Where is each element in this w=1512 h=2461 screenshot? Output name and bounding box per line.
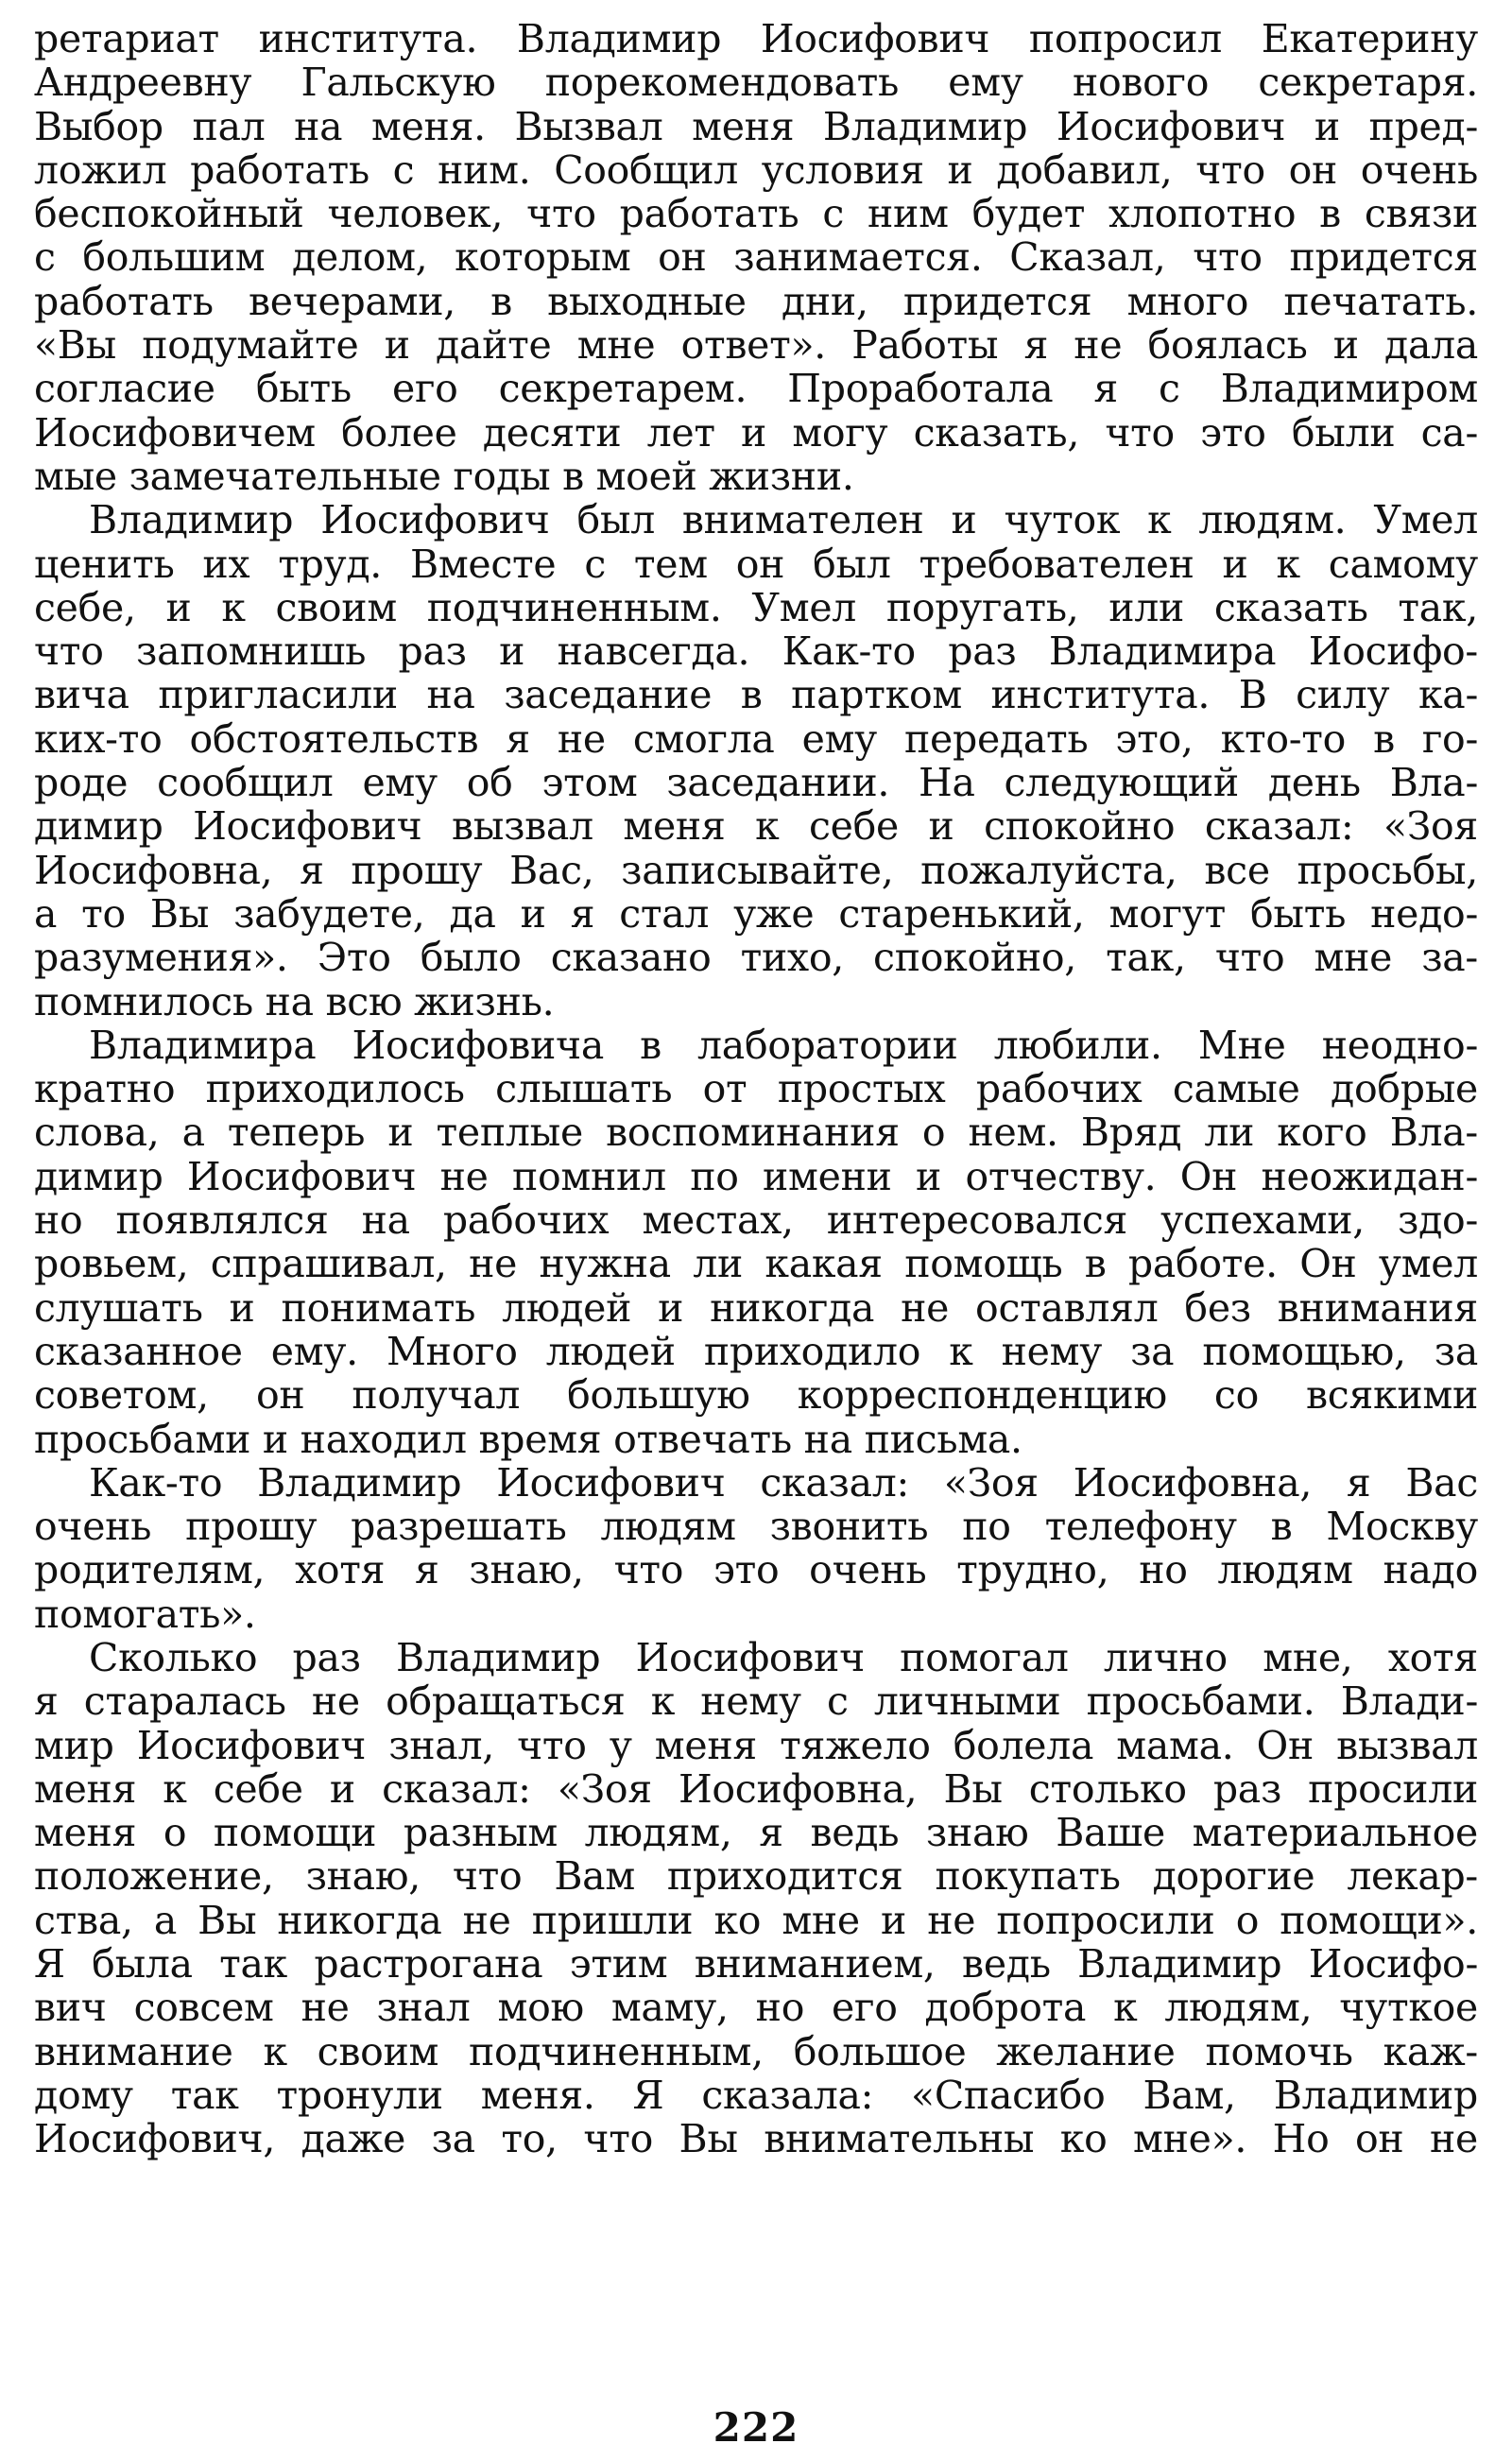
text-line: согласие быть его секретарем. Проработала я с Владимиром [34, 366, 1478, 412]
text-line: а то Вы забудете, да и я стал уже старенький, могут быть недо- [34, 890, 1478, 937]
text-line: просьбами и находил время отвечать на письма. [34, 1416, 1022, 1462]
text-line: работать вечерами, в выходные дни, придется много печатать. [34, 278, 1478, 324]
text-line: Иосифовичем более десяти лет и могу сказать, что это были са- [34, 409, 1478, 456]
text-line: ложил работать с ним. Сообщил условия и добавил, что он очень [34, 146, 1478, 193]
text-line: Выбор пал на меня. Вызвал меня Владимир Иосифович и пред- [34, 103, 1478, 149]
text-line: помнилось на всю жизнь. [34, 978, 555, 1024]
text-line: кратно приходилось слышать от простых рабочих самые добрые [34, 1066, 1478, 1112]
text-line: ровьем, спрашивал, не нужна ли какая помощь в работе. Он умел [34, 1241, 1478, 1287]
text-line: Владимира Иосифовича в лаборатории любили. Мне неодно- [89, 1022, 1478, 1068]
text-line: что запомнишь раз и навсегда. Как-то раз Владимира Иосифо- [34, 628, 1478, 675]
text-line: роде сообщил ему об этом заседании. На следующий день Вла- [34, 760, 1478, 806]
page-number: 222 [713, 2404, 799, 2451]
text-line: разумения». Это было сказано тихо, спокойно, так, что мне за- [34, 935, 1478, 981]
text-line: Я была так растрогана этим вниманием, ведь Владимир Иосифо- [34, 1941, 1478, 1988]
text-line: сказанное ему. Много людей приходило к нему за помощью, за [34, 1328, 1478, 1374]
text-line: ретариат института. Владимир Иосифович попросил Екатерину [34, 16, 1478, 61]
text-line: слова, а теперь и теплые воспоминания о нем. Вряд ли кого Вла- [34, 1110, 1478, 1156]
text-line: Иосифовна, я прошу Вас, записывайте, пожалуйста, все просьбы, [34, 847, 1478, 893]
text-line: вич совсем не знал мою маму, но его доброта к людям, чуткое [34, 1985, 1478, 2031]
text-line: мые замечательные годы в моей жизни. [34, 453, 854, 499]
text-line: димир Иосифович вызвал меня к себе и спокойно сказал: «Зоя [34, 803, 1478, 850]
book-page [34, 16, 1478, 2451]
text-line: ства, а Вы никогда не пришли ко мне и не попросили о помощи». [34, 1897, 1478, 1943]
text-line: меня о помощи разным людям, я ведь знаю Ваше материальное [34, 1810, 1478, 1856]
text-body [34, 17, 1478, 2161]
text-line: димир Иосифович не помнил по имени и отчеству. Он неожидан- [34, 1153, 1478, 1199]
text-line: положение, знаю, что Вам приходится покупать дорогие лекар- [34, 1853, 1478, 1900]
text-line: дому так тронули меня. Я сказала: «Спасибо Вам, Владимир [34, 2072, 1478, 2118]
text-line: себе, и к своим подчиненным. Умел поругать, или сказать так, [34, 584, 1478, 630]
text-line: мир Иосифович знал, что у меня тяжело болела мама. Он вызвал [34, 1722, 1478, 1768]
text-line: Андреевну Гальскую порекомендовать ему нового секретаря. [34, 60, 1478, 106]
text-line: Как-то Владимир Иосифович сказал: «Зоя Иосифовна, я Вас [89, 1459, 1478, 1506]
text-line: меня к себе и сказал: «Зоя Иосифовна, Вы столько раз просили [34, 1765, 1478, 1812]
text-line: с большим делом, которым он занимается. Сказал, что придется [34, 234, 1478, 281]
text-line: беспокойный человек, что работать с ним будет хлопотно в связи [34, 191, 1478, 237]
text-line: внимание к своим подчиненным, большое желание помочь каж- [34, 2028, 1478, 2074]
text-line: помогать». [34, 1591, 256, 1637]
text-line: Владимир Иосифович был внимателен и чуток к людям. Умел [89, 497, 1478, 543]
text-line: Сколько раз Владимир Иосифович помогал лично мне, хотя [89, 1634, 1478, 1680]
text-line: очень прошу разрешать людям звонить по телефону в Москву [34, 1504, 1478, 1550]
text-line: Иосифович, даже за то, что Вы внимательны ко мне». Но он не [34, 2116, 1478, 2162]
text-line: ценить их труд. Вместе с тем он был требователен и к самому [34, 541, 1478, 587]
text-line: советом, он получал большую корреспонденцию со всякими [34, 1372, 1478, 1419]
text-line: «Вы подумайте и дайте мне ответ». Работы я не боялась и дала [34, 322, 1478, 369]
text-line: вича пригласили на заседание в партком института. В силу ка- [34, 672, 1478, 718]
text-line: ких-то обстоятельств я не смогла ему передать это, кто-то в го- [34, 715, 1478, 762]
text-line: я старалась не обращаться к нему с личными просьбами. Влади- [34, 1678, 1478, 1725]
text-line: слушать и понимать людей и никогда не оставлял без внимания [34, 1284, 1478, 1331]
text-line: но появлялся на рабочих местах, интересовался успехами, здо- [34, 1197, 1478, 1244]
text-line: родителям, хотя я знаю, что это очень трудно, но людям надо [34, 1547, 1478, 1593]
